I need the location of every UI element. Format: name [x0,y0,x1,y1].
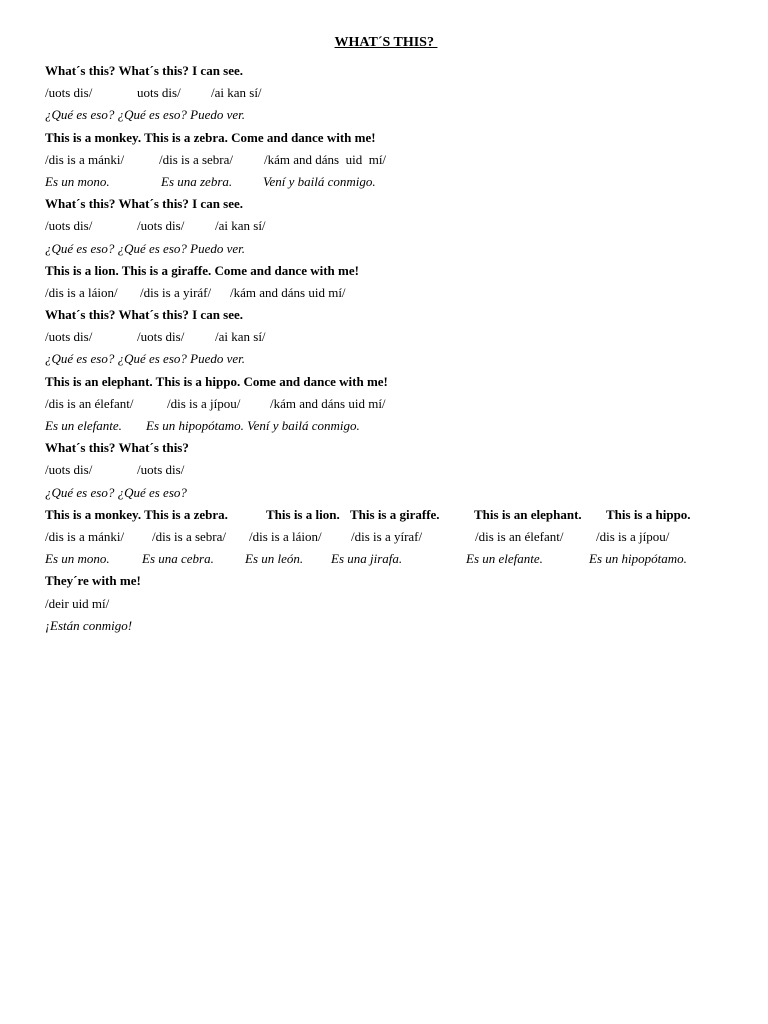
line-segment: What´s this? What´s this? I can see. [45,196,244,212]
text-line [45,482,745,504]
line-segment: Es un elefante. [45,418,122,433]
line-segment: Es un hipopótamo. [589,551,687,567]
text-line [45,282,745,304]
line-segment: /dis is a yiráf/ [140,284,212,300]
text-line [45,570,745,592]
line-segment: This is a monkey. This is a zebra. Come and dance with me! [45,129,376,145]
text-line [45,415,745,437]
line-segment: This is a giraffe. [350,506,440,522]
text-line [45,348,745,370]
line-segment: Es un león. [245,551,304,567]
text-line [45,149,745,171]
text-line [45,371,745,393]
line-segment: /uots dis/ [45,85,93,101]
line-segment: /deir uid mí/ [45,595,110,611]
line-segment: Vení y bailá conmigo. [263,173,376,189]
line-segment: /dis is a yíraf/ [351,528,423,544]
line-segment: Es un hipopótamo. Vení y bailá conmigo. [146,418,360,433]
line-segment: Es una cebra. [142,551,214,567]
line-segment: /uots dis/ [45,462,93,478]
line-segment: /ai kan sí/ [211,85,262,101]
text-line [45,171,745,193]
document-title: WHAT´S THIS? [334,35,438,50]
line-segment: /uots dis/ [45,329,93,345]
text-line [45,504,745,526]
line-segment: ¿Qué es eso? ¿Qué es eso? Puedo ver. [45,351,246,367]
line-segment: /dis is a jípou/ [596,528,670,544]
line-segment: ¿Qué es eso? ¿Qué es eso? Puedo ver. [45,240,246,256]
song-lyrics [45,60,745,637]
text-line [45,593,745,615]
text-line [45,238,745,260]
line-segment: uots dis/ [137,85,181,101]
line-segment: ¿Qué es eso? ¿Qué es eso? Puedo ver. [45,107,246,123]
text-line [45,526,745,548]
line-segment: This is a lion. This is a giraffe. Come and dance with me! [45,262,359,278]
text-line [45,304,745,326]
line-segment: What´s this? What´s this? [45,440,189,456]
line-segment: ¡Están conmigo! [45,617,133,633]
text-line [45,615,745,637]
line-segment: ¿Qué es eso? ¿Qué es eso? [45,484,187,500]
line-segment: /uots dis/ [137,462,185,478]
text-line [45,326,745,348]
line-segment: This is an elephant. [474,506,582,522]
text-line [45,437,745,459]
text-line [45,60,745,82]
line-segment: /kám and dáns uid mí/ [230,284,346,300]
line-segment: /uots dis/ [45,218,93,234]
line-segment: Es una jirafa. [331,551,403,567]
line-segment: /dis is a sebra/ [159,151,234,167]
line-segment: This is a monkey. This is a zebra. [45,506,228,522]
text-line [45,104,745,126]
line-segment: This is a hippo. [606,506,691,522]
line-segment: /dis is a mánki/ [45,528,125,544]
text-line [45,459,745,481]
line-segment: /uots dis/ [137,218,185,234]
text-line [45,127,745,149]
line-segment: Es un mono. [45,551,110,567]
line-segment: /dis is a jípou/ [167,395,241,411]
text-line [45,393,745,415]
line-segment: /dis is a sebra/ [152,528,227,544]
line-segment: /kám and dáns uid mí/ [270,395,386,411]
text-line [45,82,745,104]
text-line [45,260,745,282]
line-segment: This is an elephant. This is a hippo. Come and dance with me! [45,373,388,389]
text-line [45,548,745,570]
line-segment: Es una zebra. [161,173,233,189]
text-line [45,193,745,215]
line-segment: Es un mono. [45,173,110,189]
line-segment: /ai kan sí/ [215,218,266,234]
line-segment: What´s this? What´s this? I can see. [45,63,244,78]
line-segment: /dis is a láion/ [45,284,118,300]
line-segment: This is a lion. [266,506,340,522]
line-segment: What´s this? What´s this? I can see. [45,307,244,323]
line-segment: /dis is a mánki/ [45,151,125,167]
line-segment: /ai kan sí/ [215,329,266,345]
line-segment: /dis is an élefant/ [475,528,564,544]
line-segment: Es un elefante. [466,551,543,567]
line-segment: They´re with me! [45,573,141,589]
line-segment: /dis is an élefant/ [45,395,134,411]
text-line [45,215,745,237]
line-segment: /uots dis/ [137,329,185,345]
line-segment: /dis is a láion/ [249,528,322,544]
line-segment: /kám and dáns uid mí/ [264,151,387,167]
